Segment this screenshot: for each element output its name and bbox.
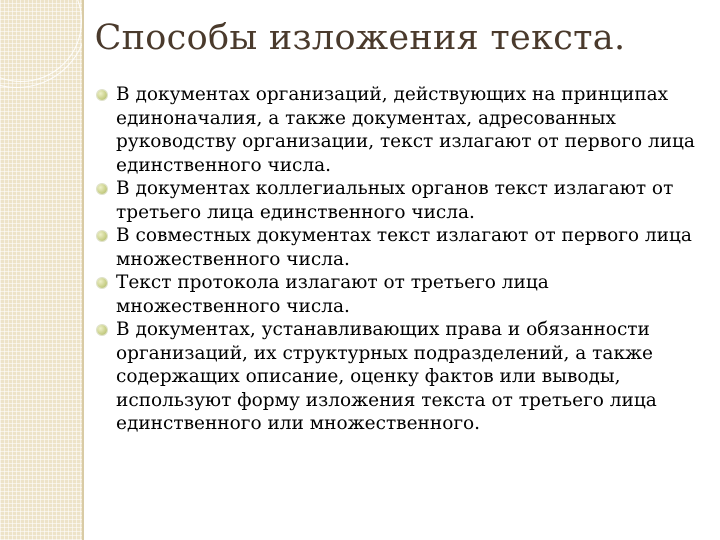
- side-divider: [82, 0, 84, 540]
- bullet-list: [96, 83, 716, 436]
- bullet-dot-icon: [97, 278, 107, 288]
- decorative-side-band: [0, 0, 82, 540]
- list-item-text: В совместных документах текст излагают от первого лица множественного числа.: [116, 225, 692, 270]
- bullet-dot-icon: [97, 231, 107, 241]
- bullet-dot-icon: [97, 90, 107, 100]
- list-item: [96, 271, 716, 318]
- list-item: [96, 224, 716, 271]
- list-item-text: В документах коллегиальных органов текст излагают от третьего лица единственного числа.: [116, 178, 674, 223]
- bullet-dot-icon: [97, 325, 107, 335]
- list-item: [96, 177, 716, 224]
- list-item-text: В документах, устанавливающих права и обязанности организаций, их структурных подразделений, а также содержащих описание, оценку фактов или выводы, используют форму изложения текста от третьего лица единственного или множественного.: [116, 319, 657, 434]
- list-item-text: В документах организаций, действующих на принципах единоначалия, а также документах, адресованных руководству организации, текст излагают от первого лица единственного числа.: [116, 84, 695, 176]
- list-item-text: Текст протокола излагают от третьего лица множественного числа.: [116, 272, 549, 317]
- list-item: [96, 83, 716, 177]
- bullet-dot-icon: [97, 184, 107, 194]
- list-item: [96, 318, 716, 436]
- slide-title: Способы изложения текста.: [94, 18, 626, 58]
